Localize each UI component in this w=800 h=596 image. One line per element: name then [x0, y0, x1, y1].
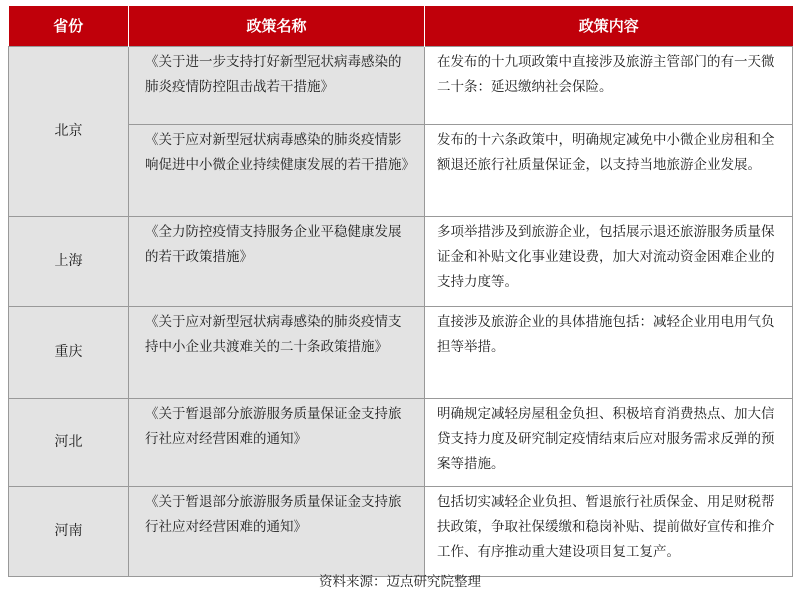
province-cell: 北京 — [9, 46, 129, 216]
policy-name-cell: 《关于暂退部分旅游服务质量保证金支持旅行社应对经营困难的通知》 — [129, 398, 425, 486]
policy-name-cell: 《关于应对新型冠状病毒感染的肺炎疫情支持中小企业共渡难关的二十条政策措施》 — [129, 306, 425, 398]
header-policy-name: 政策名称 — [129, 6, 425, 46]
policy-content-cell: 明确规定减轻房屋租金负担、积极培育消费热点、加大信贷支持力度及研究制定疫情结束后应对服务需求反弹的预案等措施。 — [425, 398, 793, 486]
province-cell: 河北 — [9, 398, 129, 486]
table-header-row — [9, 6, 793, 46]
table-row — [9, 306, 793, 398]
policy-table — [8, 6, 793, 577]
policy-content-cell: 发布的十六条政策中，明确规定减免中小微企业房租和全额退还旅行社质量保证金，以支持当地旅游企业发展。 — [425, 124, 793, 216]
table-row — [9, 46, 793, 124]
policy-name-cell: 《关于应对新型冠状病毒感染的肺炎疫情影响促进中小微企业持续健康发展的若干措施》 — [129, 124, 425, 216]
province-cell: 重庆 — [9, 306, 129, 398]
province-cell: 河南 — [9, 486, 129, 576]
header-policy-content: 政策内容 — [425, 6, 793, 46]
policy-content-cell: 在发布的十九项政策中直接涉及旅游主管部门的有一天微二十条：延迟缴纳社会保险。 — [425, 46, 793, 124]
policy-content-cell: 多项举措涉及到旅游企业，包括展示退还旅游服务质量保证金和补贴文化事业建设费，加大对流动资金困难企业的支持力度等。 — [425, 216, 793, 306]
policy-name-cell: 《关于暂退部分旅游服务质量保证金支持旅行社应对经营困难的通知》 — [129, 486, 425, 576]
header-province: 省份 — [9, 6, 129, 46]
source-note: 资料来源：迈点研究院整理 — [319, 574, 481, 590]
policy-content-cell: 包括切实减轻企业负担、暂退旅行社质保金、用足财税帮扶政策，争取社保缓缴和稳岗补贴、提前做好宣传和推介工作、有序推动重大建设项目复工复产。 — [425, 486, 793, 576]
policy-name-cell: 《关于进一步支持打好新型冠状病毒感染的肺炎疫情防控阻击战若干措施》 — [129, 46, 425, 124]
table-row — [9, 398, 793, 486]
province-cell: 上海 — [9, 216, 129, 306]
policy-content-cell: 直接涉及旅游企业的具体措施包括：减轻企业用电用气负担等举措。 — [425, 306, 793, 398]
table-row — [9, 216, 793, 306]
policy-table-container — [8, 6, 792, 577]
policy-name-cell: 《全力防控疫情支持服务企业平稳健康发展的若干政策措施》 — [129, 216, 425, 306]
table-row — [9, 486, 793, 576]
